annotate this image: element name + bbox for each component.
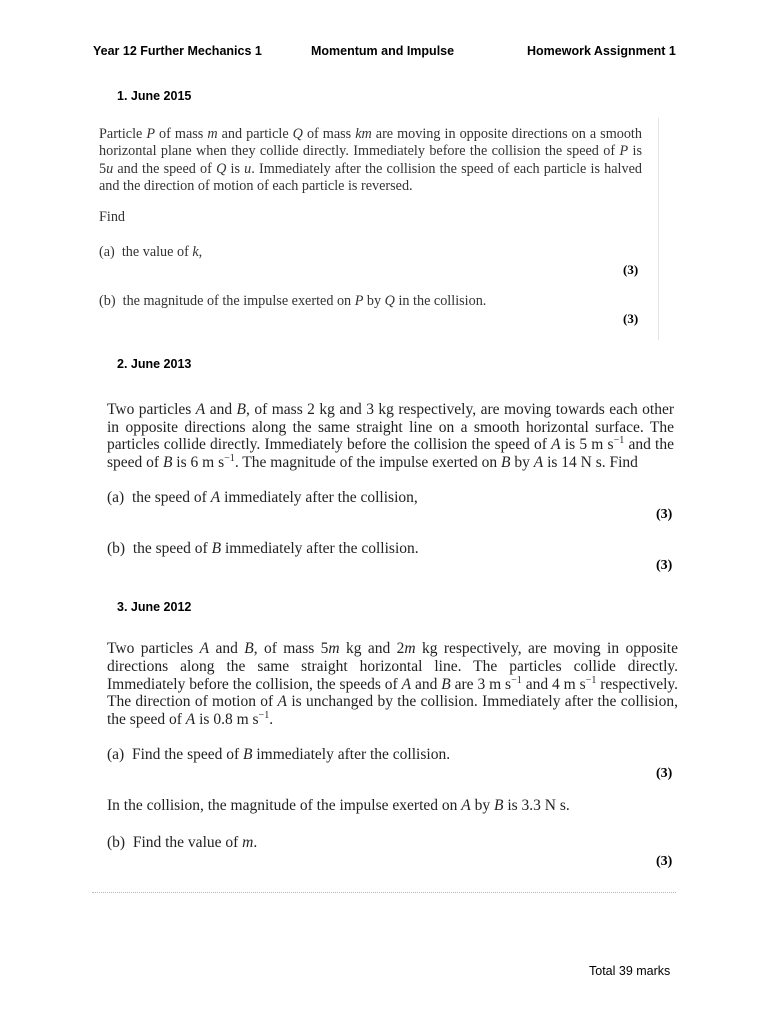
question-2-body: [107, 401, 674, 471]
question-1-part-a: (a) the value of k,: [99, 244, 203, 260]
question-1-heading: 1. June 2015: [117, 89, 192, 103]
question-1-part-b-marks: (3): [623, 311, 639, 326]
question-1-stem: Particle P of mass m and particle Q of mass km are moving in opposite directions on a smooth horizontal plane when they collide directly. Immediately before the collision the speed of P is 5u and the speed of Q is u. Immediately after the collision the speed of each particle is halved and the direction of motion of each particle is reversed.: [99, 126, 642, 194]
question-1-scan-edge: [658, 118, 659, 340]
question-2-part-b-marks: (3): [656, 558, 673, 573]
question-3-part-b: (b) Find the value of m.: [107, 834, 258, 851]
question-3-part-a-marks: (3): [656, 766, 673, 781]
header-topic: Momentum and Impulse: [311, 44, 455, 58]
question-3-body: [107, 640, 678, 729]
divider-line: [92, 892, 676, 893]
header-course: Year 12 Further Mechanics 1: [93, 44, 262, 58]
question-2-part-b: (b) the speed of B immediately after the collision.: [107, 540, 419, 557]
total-marks: Total 39 marks: [589, 964, 671, 978]
question-3-part-b-marks: (3): [656, 854, 673, 869]
question-1-part-b: (b) the magnitude of the impulse exerted on P by Q in the collision.: [99, 293, 487, 309]
question-3-part-a: (a) Find the speed of B immediately after the collision.: [107, 746, 451, 763]
question-3-impulse-statement: In the collision, the magnitude of the impulse exerted on A by B is 3.3 N s.: [107, 797, 570, 814]
question-1-part-a-marks: (3): [623, 262, 639, 277]
question-3-heading: 3. June 2012: [117, 600, 192, 614]
question-2-heading: 2. June 2013: [117, 357, 192, 371]
question-3-stem: Two particles A and B, of mass 5m kg and 2m kg respectively, are moving in opposite directions along the same straight horizontal line. The particles collide directly. Immediately before the collision, the speeds of A and B are 3 m $s^{-1}$ and 4 m $s^{-1}$ respectively. The direction of motion of A is unchanged by the collision. Immediately after the collision, the speed of A is 0.8 m $s^{-1}$.: [107, 640, 679, 729]
question-1-find: Find: [99, 209, 126, 225]
question-2-stem: Two particles A and B, of mass 2 kg and 3 kg respectively, are moving towards each other in opposite directions along the same straight line on a smooth horizontal surface. The particles collide directly. Immediately before the collision the speed of A is 5 m $s^{-1}$ and the speed of B is 6 m $s^{-1}$. The magnitude of the impulse exerted on B by A is 14 N s. Find: [107, 401, 674, 471]
question-2-part-a-marks: (3): [656, 507, 673, 522]
question-1-body: [99, 126, 642, 195]
question-2-part-a: (a) the speed of A immediately after the collision,: [107, 489, 418, 506]
header-assignment: Homework Assignment 1: [527, 44, 676, 58]
